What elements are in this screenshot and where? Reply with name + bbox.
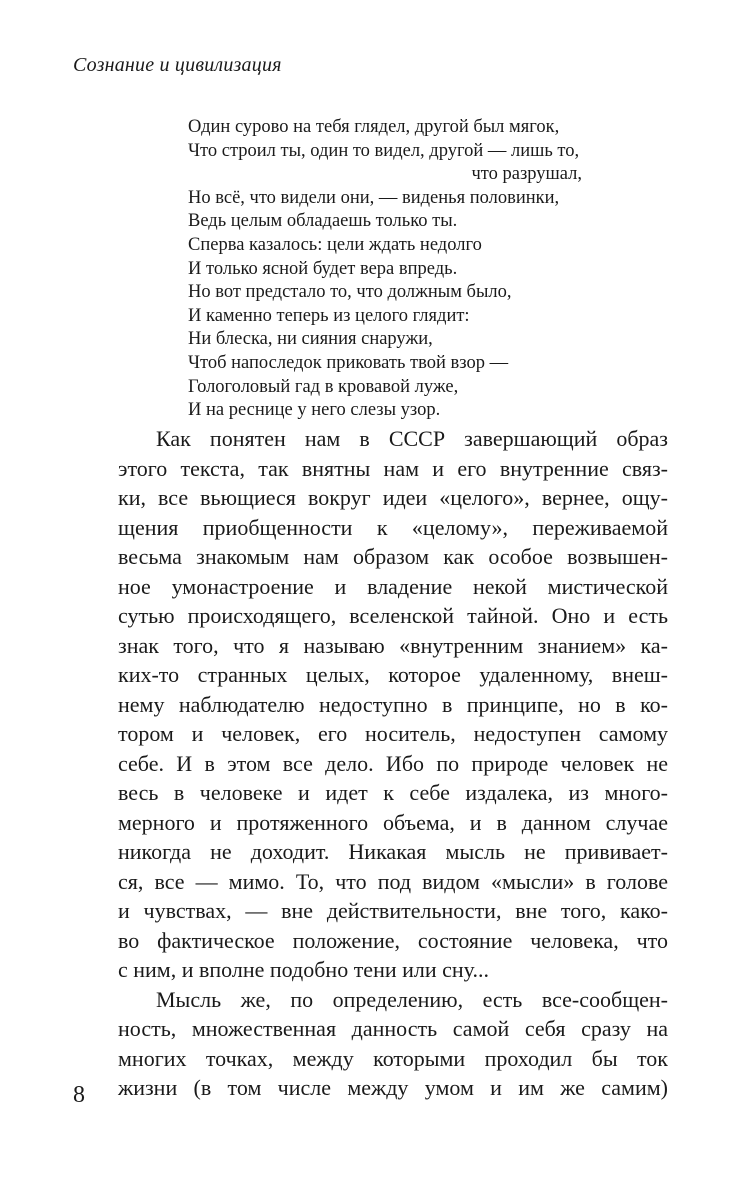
text-line: никогда не доходит. Никакая мысль не прививает- bbox=[118, 839, 668, 864]
poem-line: Один сурово на тебя глядел, другой был мягок, bbox=[188, 117, 560, 137]
text-line: тором и человек, его носитель, недоступен самому bbox=[118, 721, 668, 746]
text-line: с ним, и вполне подобно тени или сну... bbox=[118, 957, 489, 982]
text-line: себе. И в этом все дело. Ибо по природе человек не bbox=[118, 750, 668, 776]
running-header: Сознание и цивилизация bbox=[73, 54, 282, 76]
body-text bbox=[118, 424, 668, 1103]
poem-line: И только ясной будет вера впредь. bbox=[188, 258, 458, 279]
poem-line: Чтоб напоследок приковать твой взор — bbox=[188, 352, 509, 373]
paragraph-2 bbox=[118, 985, 668, 1103]
poem-line: Что строил ты, один то видел, другой — лишь то, bbox=[188, 140, 580, 161]
text-line: весь в человеке и идет к себе издалека, из много- bbox=[118, 780, 668, 805]
paragraph-1 bbox=[118, 424, 668, 985]
text-line: Как понятен нам в СССР завершающий образ bbox=[156, 426, 668, 451]
text-line: щения приобщенности к «целому», переживаемой bbox=[118, 514, 668, 540]
poem-line: Сперва казалось: цели ждать недолго bbox=[188, 234, 482, 255]
text-line: многих точках, между которыми проходил бы ток bbox=[118, 1045, 668, 1071]
poem-line: И каменно теперь из целого глядит: bbox=[188, 305, 470, 326]
poem-line: Ни блеска, ни сияния снаружи, bbox=[188, 329, 433, 350]
poem-line: Но вот предстало то, что должным было, bbox=[188, 282, 512, 303]
text-line: жизни (в том числе между умом и им же самим) bbox=[118, 1075, 668, 1100]
text-line: ся, все — мимо. То, что под видом «мысли» в голове bbox=[118, 868, 668, 894]
text-line: ное умонастроение и владение некой мистической bbox=[118, 573, 668, 599]
text-line: и чувствах, — вне действительности, вне того, како- bbox=[118, 898, 668, 923]
text-line: ких-то странных целых, которое удаленному, внеш- bbox=[118, 662, 668, 687]
page-number: 8 bbox=[73, 1082, 85, 1108]
text-line: мерного и протяженного объема, и в данном случае bbox=[118, 809, 668, 835]
poem-line-continuation: что разрушал, bbox=[471, 164, 582, 185]
poem-line: Но всё, что видели они, — виденья половинки, bbox=[188, 187, 560, 208]
text-line: ки, все вьющиеся вокруг идеи «целого», вернее, ощу- bbox=[118, 485, 668, 510]
text-line: ность, множественная данность самой себя сразу на bbox=[118, 1016, 668, 1041]
poem-line: Ведь целым обладаешь только ты. bbox=[188, 211, 458, 232]
text-line: сутью происходящего, вселенской тайной. Оно и есть bbox=[118, 603, 668, 628]
poem-line: Гологоловый гад в кровавой луже, bbox=[188, 376, 459, 397]
text-line: во фактическое положение, состояние человека, что bbox=[118, 927, 668, 953]
poem-block bbox=[188, 116, 618, 423]
text-line: весьма знакомым нам образом как особое возвышен- bbox=[118, 544, 668, 569]
text-line: знак того, что я называю «внутренним знанием» ка- bbox=[118, 632, 668, 658]
text-line: этого текста, так внятны нам и его внутренние связ- bbox=[118, 455, 668, 481]
text-line: Мысль же, по определению, есть все-сообщен- bbox=[156, 986, 668, 1012]
text-line: нему наблюдателю недоступно в принципе, но в ко- bbox=[118, 691, 668, 717]
poem-line: И на реснице у него слезы узор. bbox=[188, 400, 441, 421]
